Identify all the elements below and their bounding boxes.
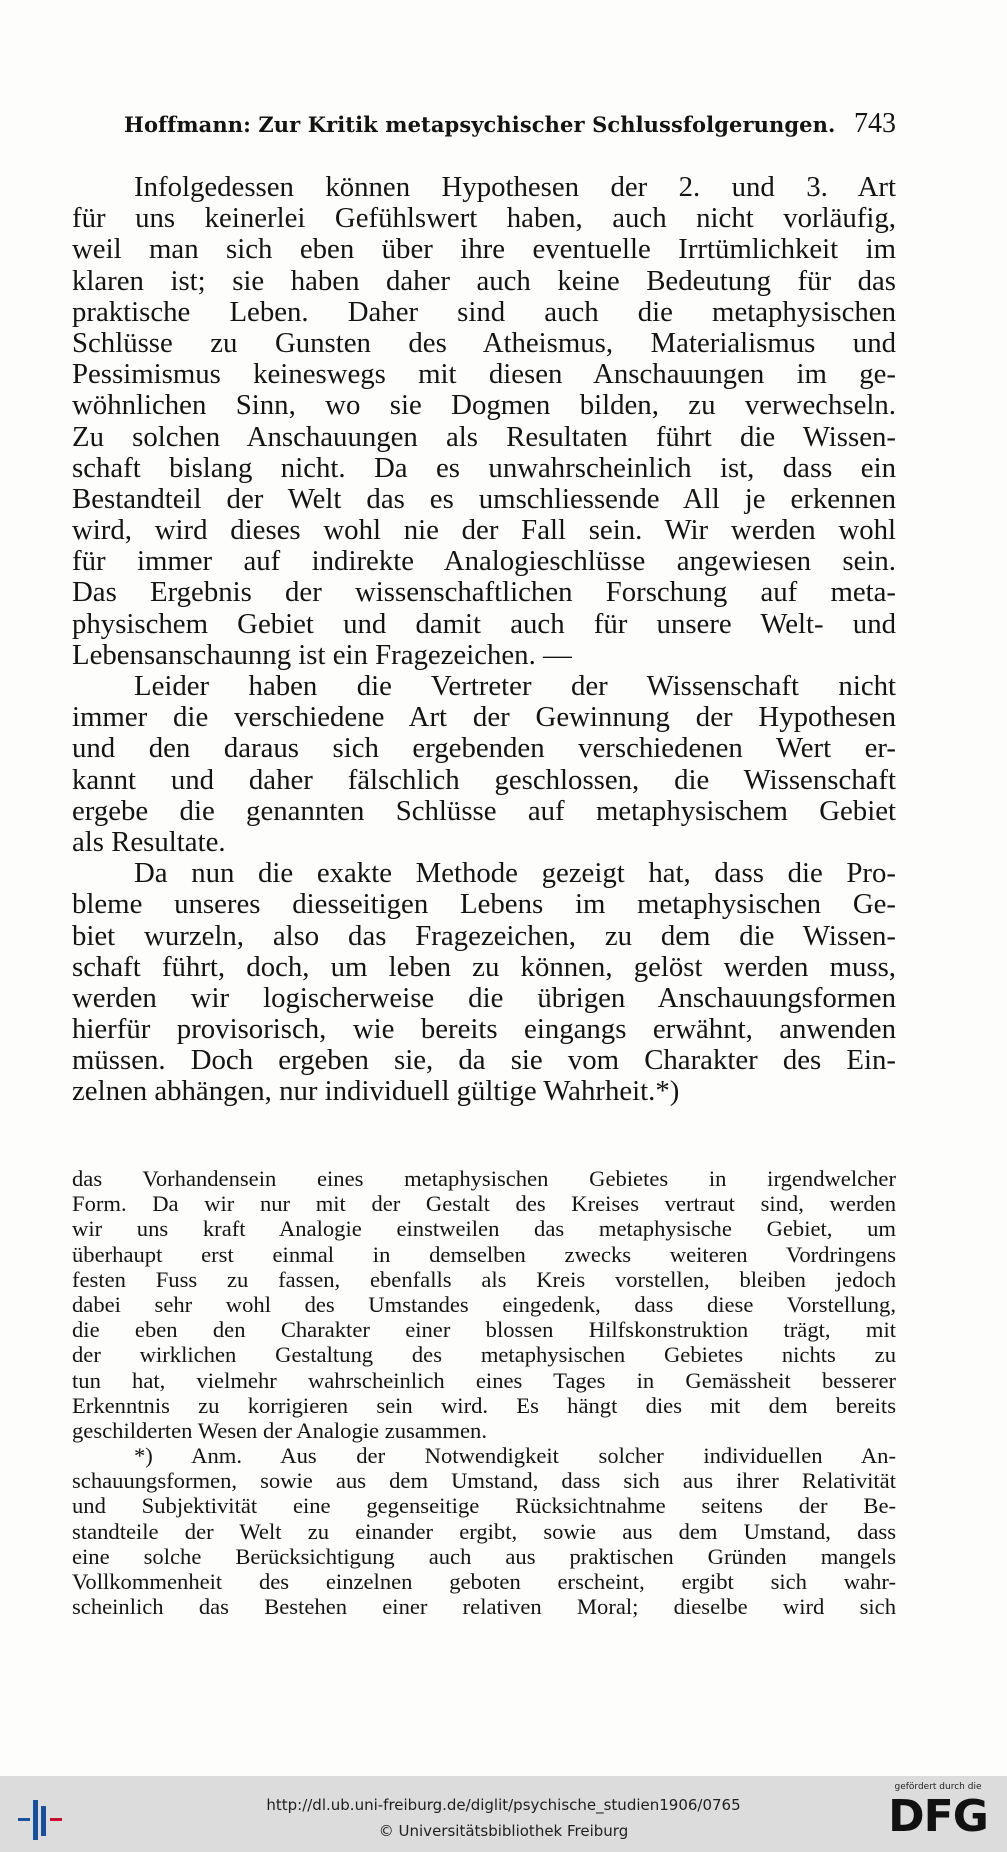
footnote-line: geschilderten Wesen der Analogie zusammen. [72,1417,487,1443]
text-line: hierfür provisorisch, wie bereits eingangs erwähnt, anwenden [72,1013,896,1046]
dfg-caption: gefördert durch die [894,1782,982,1792]
footnote-line: und Subjektivität eine gegenseitige Rücksichtnahme seitens der Be- [72,1493,896,1519]
dfg-funding-badge [883,1782,993,1848]
text-line: schaft bislang nicht. Da es unwahrscheinlich ist, dass ein [72,451,896,484]
text-line: ergebe die genannten Schlüsse auf metaphysischem Gebiet [72,794,896,827]
body-text [72,172,896,1108]
text-line: zelnen abhängen, nur individuell gültige Wahrheit.*) [72,1075,680,1108]
text-line: immer die verschiedene Art der Gewinnung der Hypothesen [72,701,896,734]
text-line: als Resultate. [72,825,226,858]
text-line: Infolgedessen können Hypothesen der 2. und 3. Art [134,171,896,203]
footnote-line: wir uns kraft Analogie einstweilen das metaphysische Gebiet, um [72,1216,896,1242]
text-line: schaft führt, doch, um leben zu können, gelöst werden muss, [72,950,896,983]
dfg-logo-icon: DFG [888,1791,988,1842]
text-line: praktische Leben. Daher sind auch die metaphysischen [72,295,896,328]
text-line: und den daraus sich ergebenden verschiedenen Wert er- [72,732,896,765]
text-line: weil man sich eben über ihre eventuelle Irrtümlichkeit im [72,233,896,266]
text-line: physischem Gebiet und damit auch für unsere Welt- und [72,607,896,640]
text-line: bleme unseres diesseitigen Lebens im metaphysischen Ge- [72,888,896,921]
footer-bar [0,1776,1007,1852]
running-title: Hoffmann: Zur Kritik metapsychischer Schlussfolgerungen. [124,112,836,137]
text-line: werden wir logischerweise die übrigen Anschauungsformen [72,981,896,1014]
text-line: Pessimismus keineswegs mit diesen Anschauungen im ge- [72,358,896,391]
copyright-notice: © Universitätsbibliothek Freiburg [378,1822,629,1840]
text-line: Leider haben die Vertreter der Wissenschaft nicht [134,670,896,702]
footnote-line: Vollkommenheit des einzelnen geboten erscheint, ergibt sich wahr- [72,1569,896,1594]
footnote-line: der wirklichen Gestaltung des metaphysischen Gebietes nichts zu [72,1342,896,1368]
footnote-line: scheinlich das Bestehen einer relativen Moral; dieselbe wird sich [72,1594,896,1620]
text-line: Bestandteil der Welt das es umschliessende All je erkennen [72,482,896,515]
text-line: müssen. Doch ergeben sie, da sie vom Charakter des Ein- [72,1044,896,1077]
text-line: wird, wird dieses wohl nie der Fall sein. Wir werden wohl [72,514,896,547]
footnote-line: tun hat, vielmehr wahrscheinlich eines Tages in Gemässheit besserer [72,1367,896,1393]
footnote-line: schauungsformen, sowie aus dem Umstand, dass sich aus ihrer Relativität [72,1468,896,1494]
footnote-line: das Vorhandensein eines metaphysischen Gebietes in irgendwelcher [72,1166,896,1191]
footnote-line: Form. Da wir nur mit der Gestalt des Kreises vertraut sind, werden [72,1191,896,1217]
permalink-url[interactable]: http://dl.ub.uni-freiburg.de/diglit/psychische_studien1906/0765 [266,1796,741,1814]
footnote-line: dabei sehr wohl des Umstandes eingedenk, dass diese Vorstellung, [72,1291,896,1317]
footnote-line: überhaupt erst einmal in demselben zwecks weiteren Vordringens [72,1241,896,1267]
footnote-text [72,1166,896,1619]
footnote-line: *) Anm. Aus der Notwendigkeit solcher individuellen An- [134,1443,896,1469]
text-line: Schlüsse zu Gunsten des Atheismus, Materialismus und [72,326,896,359]
text-line: Da nun die exakte Methode gezeigt hat, dass die Pro- [134,857,896,890]
text-line: biet wurzeln, also das Fragezeichen, zu dem die Wissen- [72,919,896,952]
running-header [124,108,896,140]
text-line: wöhnlichen Sinn, wo sie Dogmen bilden, zu verwechseln. [72,389,896,422]
footnote-line: festen Fuss zu fassen, ebenfalls als Kreis vorstellen, bleiben jedoch [72,1266,896,1292]
footnote-line: standteile der Welt zu einander ergibt, sowie aus dem Umstand, dass [72,1518,896,1544]
footnote-line: die eben den Charakter einer blossen Hilfskonstruktion trägt, mit [72,1317,896,1343]
text-line: Lebensanschaunng ist ein Fragezeichen. — [72,638,572,671]
text-line: für immer auf indirekte Analogieschlüsse angewiesen sein. [72,545,896,578]
footnote-line: eine solche Berücksichtigung auch aus praktischen Gründen mangels [72,1543,896,1569]
text-line: klaren ist; sie haben daher auch keine Bedeutung für das [72,264,896,297]
text-line: Das Ergebnis der wissenschaftlichen Forschung auf meta- [72,576,896,609]
page-number: 743 [854,108,896,139]
text-line: für uns keinerlei Gefühlswert haben, auch nicht vorläufig, [72,202,896,235]
footnote-line: Erkenntnis zu korrigieren sein wird. Es hängt dies mit dem bereits [72,1392,896,1418]
text-line: kannt und daher fälschlich geschlossen, die Wissenschaft [72,763,896,796]
text-line: Zu solchen Anschauungen als Resultaten führt die Wissen- [72,420,896,453]
